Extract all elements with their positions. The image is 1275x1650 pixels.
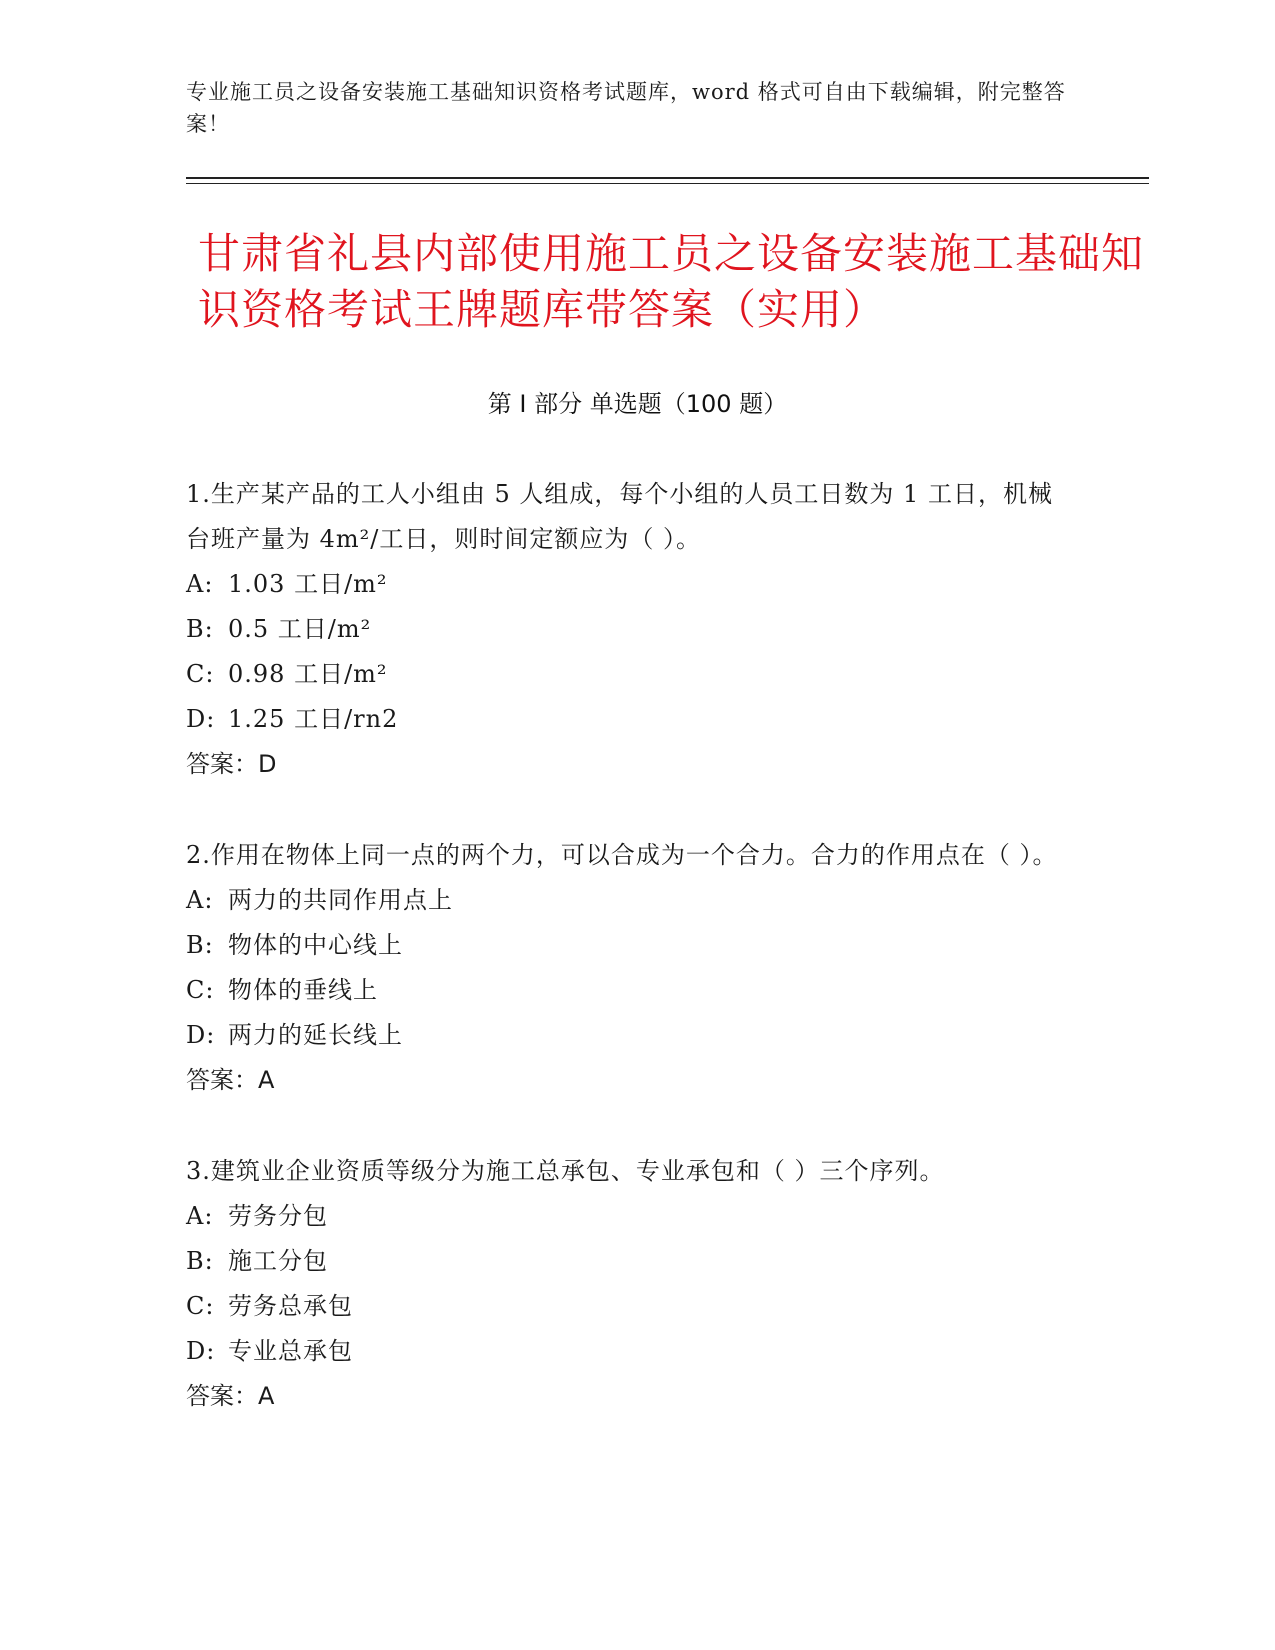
option-text: 劳务分包 (228, 1202, 328, 1230)
document-title: 甘肃省礼县内部使用施工员之设备安装施工基础知识资格考试王牌题库带答案（实用） (198, 229, 1145, 334)
answer-line: 答案：D (186, 750, 277, 778)
question-text: 2.作用在物体上同一点的两个力，可以合成为一个合力。合力的作用点在（ ）。 (186, 841, 1058, 869)
option-a (186, 562, 1066, 607)
section-title: 第 I 部分 单选题（100 题） (487, 390, 788, 418)
option-a (186, 1194, 1066, 1239)
option-c (186, 652, 1066, 697)
option-text: 1.25 工日/rn2 (228, 705, 399, 733)
option-b (186, 607, 1066, 652)
option-key: C: (186, 976, 215, 1004)
option-key: B: (186, 615, 214, 643)
option-c (186, 1284, 1066, 1329)
option-text: 1.03 工日/m² (228, 570, 388, 598)
option-text: 施工分包 (228, 1247, 328, 1275)
option-key: D: (186, 705, 216, 733)
option-key: C: (186, 1292, 215, 1320)
option-key: A: (186, 570, 214, 598)
option-a (186, 878, 1066, 923)
option-d (186, 1329, 1066, 1374)
option-text: 两力的共同作用点上 (228, 886, 453, 914)
header-rule-thick (186, 177, 1149, 179)
option-text: 0.98 工日/m² (228, 660, 388, 688)
question-list (186, 472, 1066, 1465)
option-key: B: (186, 931, 214, 959)
option-text: 两力的延长线上 (228, 1021, 403, 1049)
question-1 (186, 472, 1066, 787)
option-key: A: (186, 1202, 214, 1230)
option-text: 物体的中心线上 (228, 931, 403, 959)
header-note: 专业施工员之设备安装施工基础知识资格考试题库，word 格式可自由下载编辑，附完整答案！ (186, 80, 1066, 136)
answer-line: 答案：A (186, 1382, 275, 1410)
header-rule-thin (186, 183, 1149, 184)
option-b (186, 1239, 1066, 1284)
answer-line: 答案：A (186, 1066, 275, 1094)
question-2 (186, 833, 1066, 1103)
option-b (186, 923, 1066, 968)
option-key: C: (186, 660, 215, 688)
question-text: 1.生产某产品的工人小组由 5 人组成，每个小组的人员工日数为 1 工日，机械台班产量为 4m²/工日，则时间定额应为（ ）。 (186, 480, 1053, 553)
option-text: 物体的垂线上 (228, 976, 378, 1004)
option-text: 劳务总承包 (228, 1292, 353, 1320)
question-text: 3.建筑业企业资质等级分为施工总承包、专业承包和（ ）三个序列。 (186, 1157, 945, 1185)
option-key: D: (186, 1021, 216, 1049)
option-d (186, 1013, 1066, 1058)
question-3 (186, 1149, 1066, 1419)
option-d (186, 697, 1066, 742)
option-text: 0.5 工日/m² (228, 615, 372, 643)
option-text: 专业总承包 (228, 1337, 353, 1365)
option-key: B: (186, 1247, 214, 1275)
option-key: D: (186, 1337, 216, 1365)
option-key: A: (186, 886, 214, 914)
option-c (186, 968, 1066, 1013)
